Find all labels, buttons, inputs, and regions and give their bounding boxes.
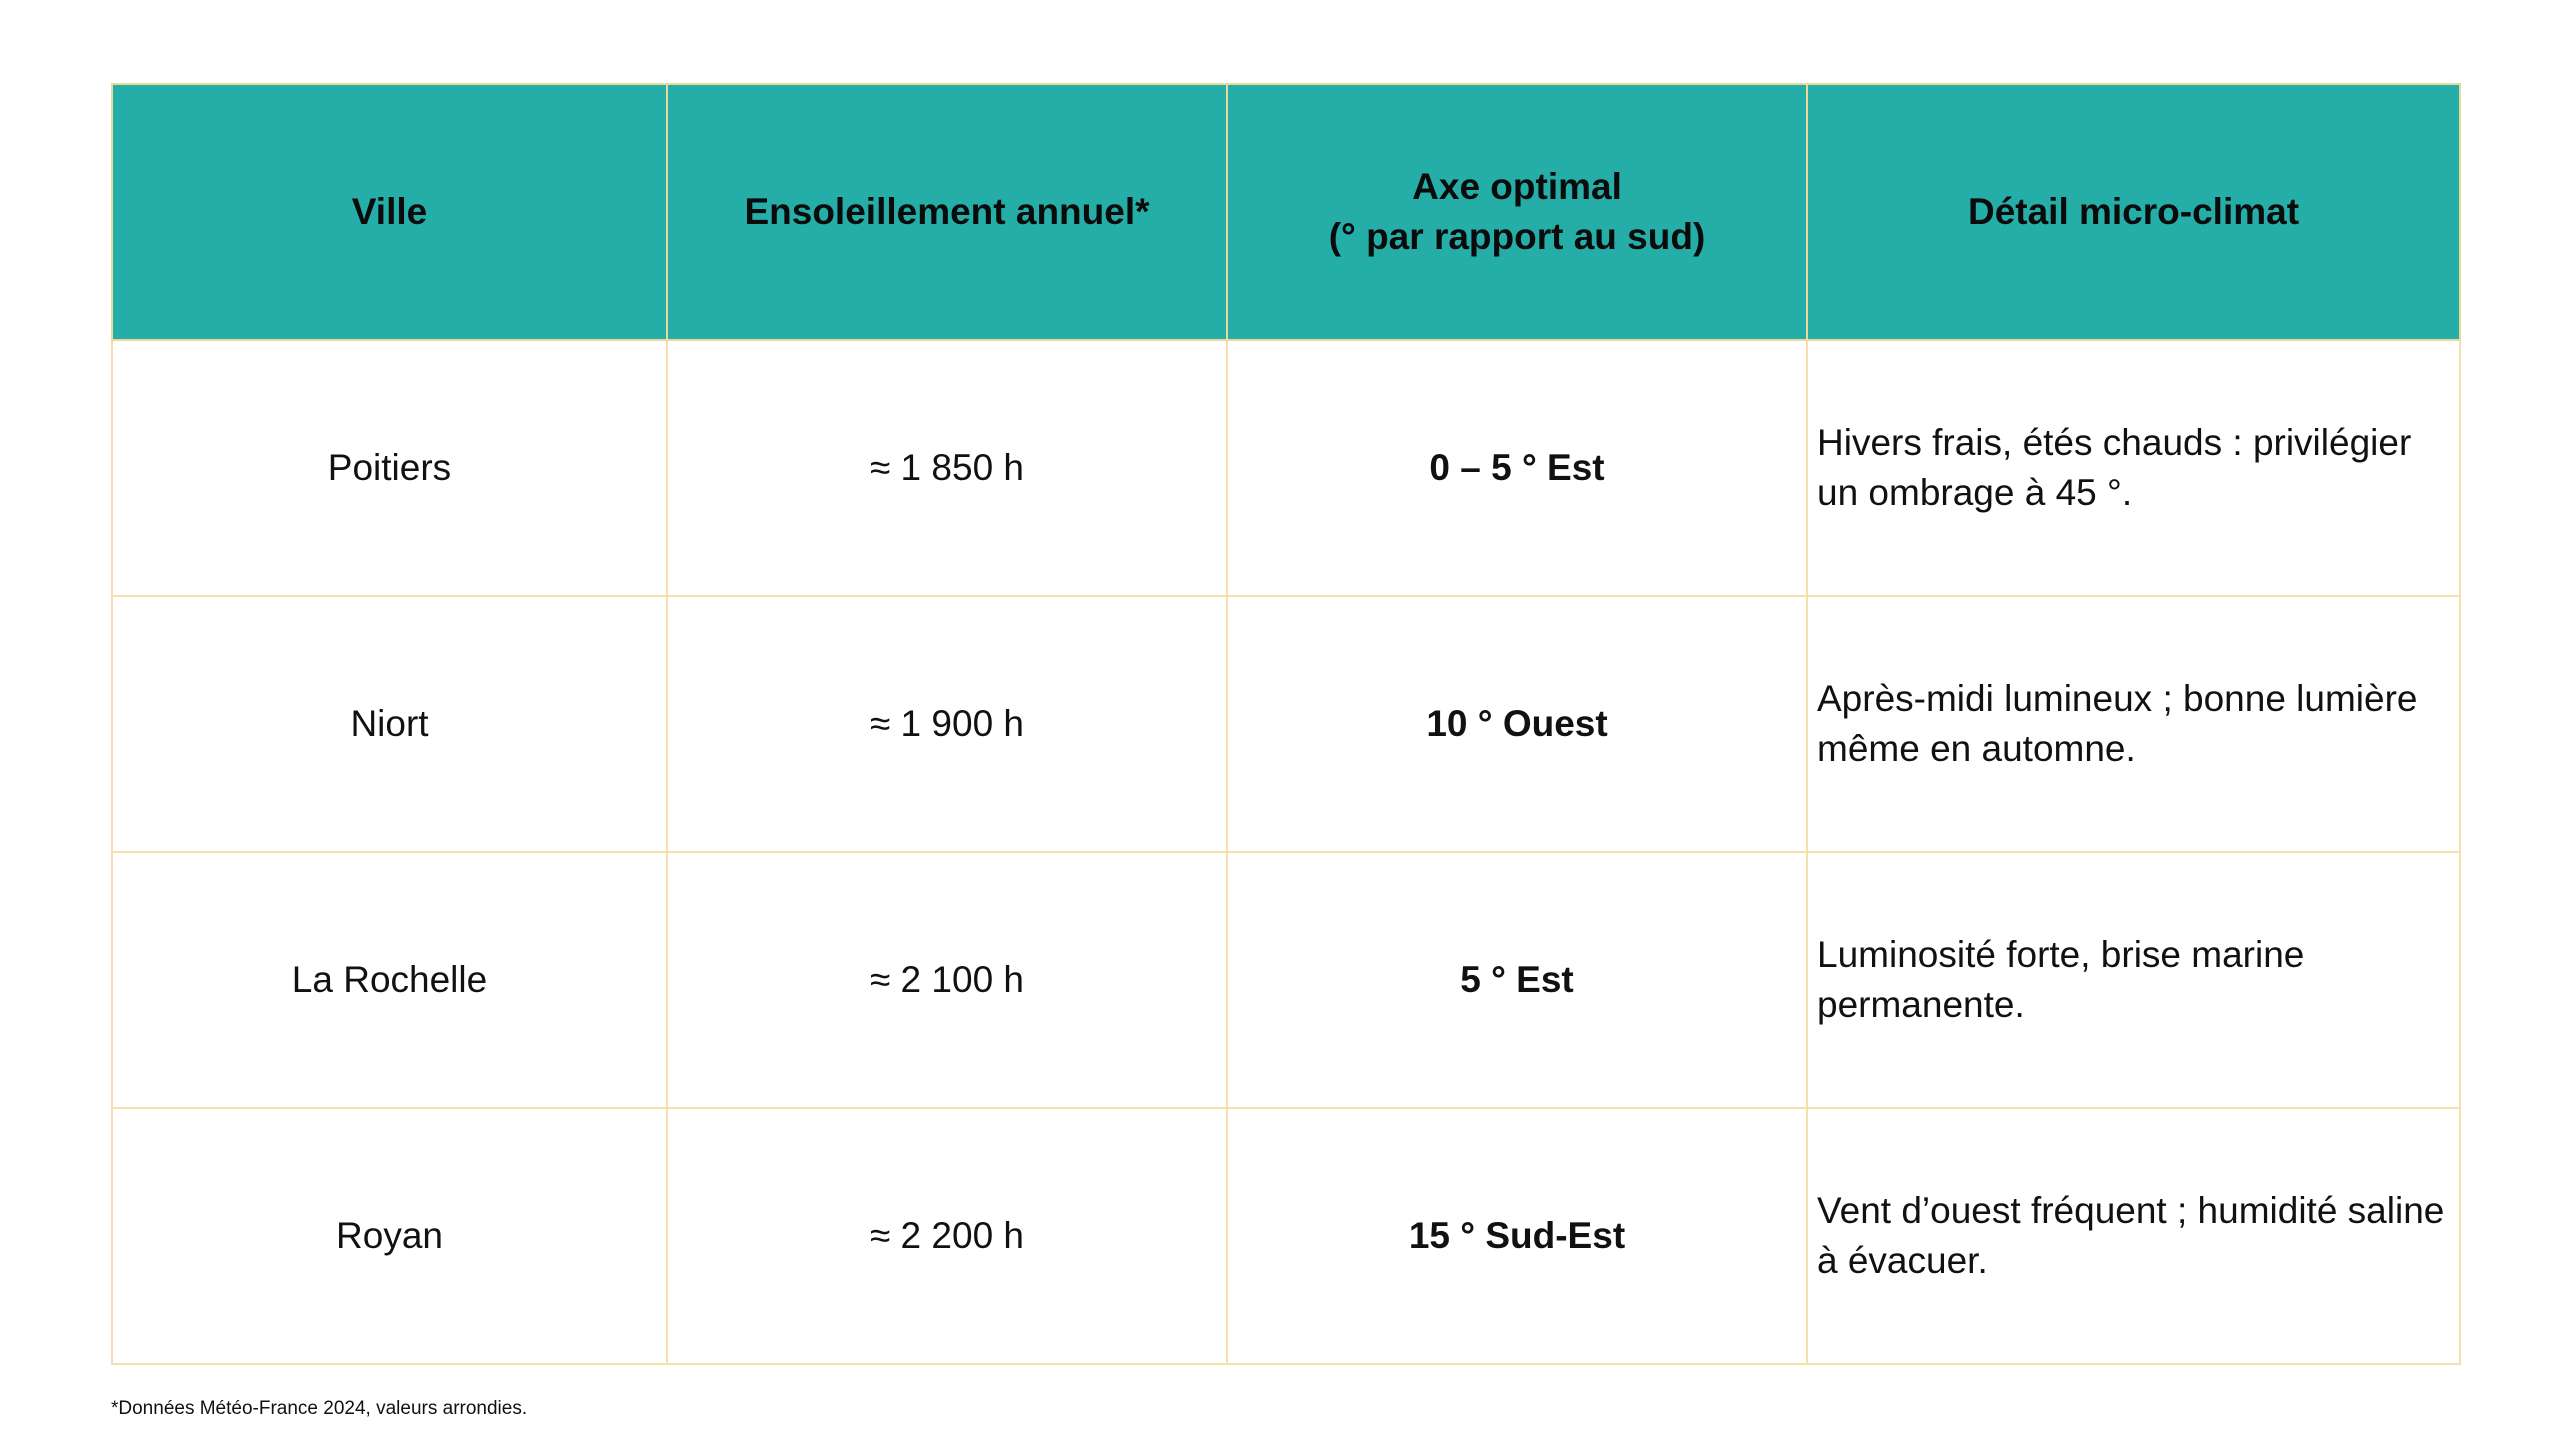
cell-sunshine: ≈ 2 100 h bbox=[667, 852, 1227, 1108]
cell-axis: 0 – 5 ° Est bbox=[1227, 340, 1807, 596]
cell-detail: Après-midi lumineux ; bonne lumière même en automne. bbox=[1807, 596, 2460, 852]
table-body bbox=[112, 340, 2460, 1364]
header-sunshine: Ensoleillement annuel* bbox=[667, 84, 1227, 340]
table-row bbox=[112, 852, 2460, 1108]
header-axis-line2: (° par rapport au sud) bbox=[1328, 216, 1706, 257]
cell-city: Poitiers bbox=[112, 340, 667, 596]
cell-axis: 5 ° Est bbox=[1227, 852, 1807, 1108]
cell-city: La Rochelle bbox=[112, 852, 667, 1108]
climate-table bbox=[111, 83, 2461, 1365]
cell-city: Niort bbox=[112, 596, 667, 852]
footnote: *Données Météo-France 2024, valeurs arrondies. bbox=[111, 1398, 528, 1419]
cell-sunshine: ≈ 1 850 h bbox=[667, 340, 1227, 596]
table-row bbox=[112, 596, 2460, 852]
header-row bbox=[112, 84, 2460, 340]
header-axis bbox=[1227, 84, 1807, 340]
cell-axis: 15 ° Sud-Est bbox=[1227, 1108, 1807, 1364]
header-axis-line1: Axe optimal bbox=[1412, 166, 1622, 207]
cell-detail: Hivers frais, étés chauds : privilégier un ombrage à 45 °. bbox=[1807, 340, 2460, 596]
cell-axis: 10 ° Ouest bbox=[1227, 596, 1807, 852]
table-row bbox=[112, 1108, 2460, 1364]
cell-sunshine: ≈ 2 200 h bbox=[667, 1108, 1227, 1364]
header-city: Ville bbox=[112, 84, 667, 340]
table-row bbox=[112, 340, 2460, 596]
cell-city: Royan bbox=[112, 1108, 667, 1364]
table-header bbox=[112, 84, 2460, 340]
cell-detail: Luminosité forte, brise marine permanente. bbox=[1807, 852, 2460, 1108]
header-detail: Détail micro-climat bbox=[1807, 84, 2460, 340]
cell-sunshine: ≈ 1 900 h bbox=[667, 596, 1227, 852]
cell-detail: Vent d’ouest fréquent ; humidité saline à évacuer. bbox=[1807, 1108, 2460, 1364]
